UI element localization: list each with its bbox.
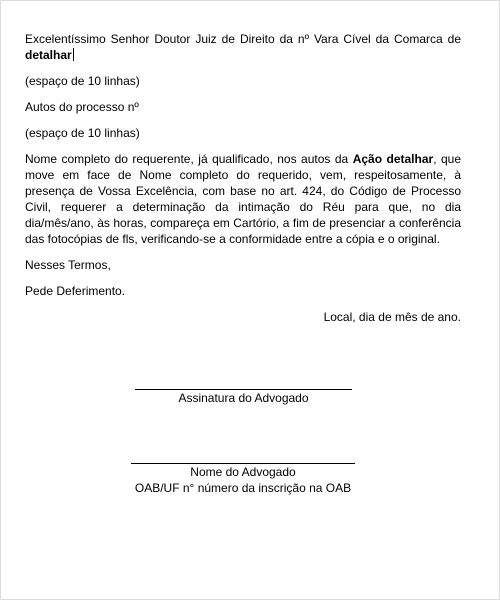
court-address — [25, 31, 461, 63]
case-number: Autos do processo nº — [25, 100, 139, 114]
lawyer-name: Nome do Advogado — [190, 465, 296, 479]
spacer-note-1: (espaço de 10 linhas) — [25, 74, 140, 88]
closing-request: Pede Deferimento. — [25, 284, 126, 298]
petition-body-part1: Nome completo do requerente, já qualificado, nos autos da — [25, 152, 353, 166]
petition-body — [25, 151, 461, 247]
court-address-placeholder: detalhar — [25, 48, 72, 62]
lawyer-signature-block — [135, 389, 352, 406]
petition-action-name: Ação detalhar — [352, 152, 434, 166]
document-content — [25, 31, 461, 325]
signature-label: Assinatura do Advogado — [178, 391, 309, 405]
place-and-date: Local, dia de mês de ano. — [323, 310, 461, 324]
spacer-note-2: (espaço de 10 linhas) — [25, 126, 140, 140]
petition-body-part2: , que move em face de Nome completo do requerido, vem, respeitosamente, à presença de Vossa Excelência, com base no art. 424, do Código de Processo Civil, requerer a determinação da intimação do Réu para que, no dia dia/mês/ano, às horas, compareça em Cartório, a fim de presenciar a conferência das fotocópias de fls, verificando-se a conformidade entre a cópia e o original. — [25, 152, 462, 246]
text-cursor — [73, 48, 74, 61]
lawyer-name-block — [131, 463, 355, 496]
court-address-text: Excelentíssimo Senhor Doutor Juiz de Direito da nº Vara Cível da Comarca de — [25, 32, 461, 46]
lawyer-oab-number: OAB/UF n° número da inscrição na OAB — [134, 481, 352, 495]
closing-terms: Nesses Termos, — [25, 258, 111, 272]
